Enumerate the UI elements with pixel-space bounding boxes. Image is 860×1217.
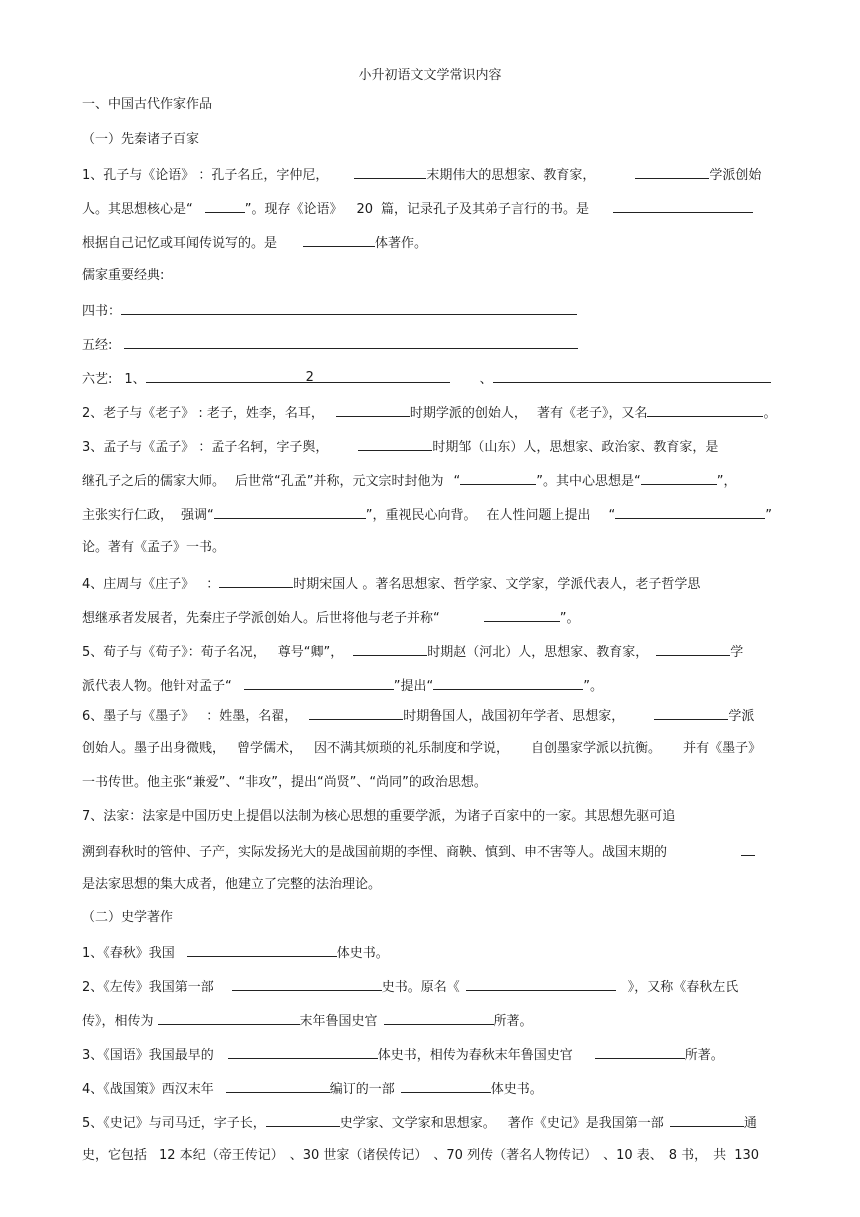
text: ： bbox=[206, 577, 220, 592]
item-kongzi-line1 bbox=[82, 165, 761, 185]
text: 。著名思想家、哲学家、文学家，学派代表人，老子哲学思 bbox=[362, 577, 701, 592]
text: 四书： bbox=[82, 304, 122, 319]
fill-blank[interactable] bbox=[146, 369, 450, 383]
text: 体史书，相传为春秋末年鲁国史官 bbox=[377, 1048, 573, 1063]
item-xunzi-line2 bbox=[82, 676, 603, 696]
item-fajia-line2 bbox=[82, 842, 755, 862]
text: 创始人。墨子出身微贱， bbox=[82, 741, 226, 756]
item-zhuangzi-line1 bbox=[82, 574, 700, 594]
text: “ bbox=[608, 508, 616, 523]
fill-blank[interactable] bbox=[401, 1079, 491, 1093]
text: ” bbox=[765, 508, 773, 523]
fill-blank[interactable] bbox=[303, 233, 375, 247]
text: 1、《春秋》我国 bbox=[82, 946, 175, 961]
item-shiji-line2 bbox=[82, 1147, 759, 1165]
fill-blank[interactable] bbox=[336, 403, 410, 417]
item-mengzi-line2 bbox=[82, 471, 736, 491]
item-fajia-line3: 是法家思想的集大成者，他建立了完整的法治理论。 bbox=[82, 877, 382, 892]
fill-blank[interactable] bbox=[384, 1011, 494, 1025]
subsection-heading: （二）史学著作 bbox=[82, 910, 174, 925]
text: 8 书， bbox=[668, 1148, 708, 1163]
text: 史，它包括 bbox=[82, 1148, 148, 1163]
text: 末年鲁国史官 bbox=[299, 1014, 378, 1029]
text: 时期学派的创始人， bbox=[409, 406, 527, 421]
text: 体史书。 bbox=[490, 1082, 543, 1097]
text: 、 bbox=[479, 372, 493, 387]
text: 尊号“卿”， bbox=[277, 645, 344, 660]
text: 2 bbox=[305, 370, 314, 385]
fill-blank[interactable] bbox=[121, 301, 577, 315]
fill-blank[interactable] bbox=[309, 706, 403, 720]
text: 4、庄周与《庄子》 bbox=[82, 577, 195, 592]
text: 继孔子之后的儒家大师。 bbox=[82, 474, 226, 489]
text: 时期宋国人 bbox=[293, 577, 359, 592]
text: 12 本纪（帝王传记） bbox=[159, 1148, 284, 1163]
fill-blank[interactable] bbox=[219, 574, 293, 588]
text: 2、《左传》我国第一部 bbox=[82, 980, 214, 995]
text: 、70 列传（著名人物传记） bbox=[433, 1148, 598, 1163]
item-kongzi-line3 bbox=[82, 233, 427, 253]
fill-blank[interactable] bbox=[647, 403, 763, 417]
text: 5、《史记》与司马迁，字子长， bbox=[82, 1116, 266, 1131]
text: 6、墨子与《墨子》 bbox=[82, 709, 195, 724]
item-liuyi bbox=[82, 369, 771, 389]
text: 4、《战国策》西汉末年 bbox=[82, 1082, 214, 1097]
text: 主张实行仁政， bbox=[82, 508, 174, 523]
item-mengzi-line4: 论。著有《孟子》一书。 bbox=[82, 540, 226, 555]
text: 》，又称《春秋左氏 bbox=[627, 980, 739, 995]
text: 编订的一部 bbox=[329, 1082, 395, 1097]
fill-blank[interactable] bbox=[595, 1045, 685, 1059]
text: 末期伟大的思想家、教育家， bbox=[426, 168, 596, 183]
item-mengzi-line3 bbox=[82, 505, 772, 525]
text: 所著。 bbox=[493, 1014, 533, 1029]
text: 著有《老子》，又名 bbox=[536, 406, 648, 421]
fill-blank[interactable] bbox=[354, 165, 426, 179]
text: 共 bbox=[713, 1148, 727, 1163]
fill-blank[interactable] bbox=[670, 1113, 744, 1127]
fill-blank[interactable] bbox=[358, 437, 432, 451]
text: 体史书。 bbox=[336, 946, 389, 961]
page-title: 小升初语文文学常识内容 bbox=[358, 68, 502, 83]
text: 时期邹（山东）人，思想家、政治家、教育家，是 bbox=[432, 440, 719, 455]
fill-blank[interactable] bbox=[187, 943, 337, 957]
text: 在人性问题上提出 bbox=[486, 508, 591, 523]
text: 学派 bbox=[728, 709, 755, 724]
item-mozi-line2 bbox=[82, 740, 761, 758]
fill-blank[interactable] bbox=[466, 977, 616, 991]
text: 5、荀子与《荀子》：荀子名况， bbox=[82, 645, 266, 660]
fill-blank[interactable] bbox=[641, 471, 717, 485]
text: 体著作。 bbox=[375, 236, 428, 251]
fill-blank[interactable] bbox=[214, 505, 366, 519]
text: “ bbox=[453, 474, 461, 489]
text: 所著。 bbox=[684, 1048, 724, 1063]
fill-blank[interactable] bbox=[232, 977, 382, 991]
item-mozi-line1 bbox=[82, 706, 754, 726]
text: 、30 世家（诸侯传记） bbox=[289, 1148, 428, 1163]
fill-blank[interactable] bbox=[484, 608, 560, 622]
text: 想继承者发展者，先秦庄子学派创始人。后世将他与老子并称“ bbox=[82, 611, 440, 626]
item-wujing bbox=[82, 335, 578, 355]
text: ”。 bbox=[583, 679, 603, 694]
text: 1、 bbox=[124, 372, 146, 387]
text: 130 bbox=[734, 1148, 760, 1163]
item-laozi bbox=[82, 403, 776, 423]
text: 后世常“孔孟”并称，元文宗时封他为 bbox=[235, 474, 444, 489]
item-zuozhuan-line1 bbox=[82, 977, 738, 997]
text: 传》，相传为 bbox=[82, 1014, 154, 1029]
fill-blank[interactable] bbox=[741, 842, 755, 856]
fill-blank[interactable] bbox=[654, 706, 728, 720]
item-mengzi-line1 bbox=[82, 437, 718, 457]
text: 并有《墨子》 bbox=[683, 741, 762, 756]
fill-blank[interactable] bbox=[433, 676, 583, 690]
fill-blank[interactable] bbox=[226, 1079, 330, 1093]
text: 1、孔子与《论语》 ：孔子名丘，字仲尼， bbox=[82, 168, 329, 183]
text: 篇，记录孔子及其弟子言行的书。是 bbox=[381, 202, 590, 217]
text: 学派创始 bbox=[709, 168, 762, 183]
text: 。 bbox=[763, 406, 777, 421]
text: 3、孟子与《孟子》 ：孟子名轲，字子舆， bbox=[82, 440, 329, 455]
text: 著作《史记》是我国第一部 bbox=[507, 1116, 664, 1131]
fill-blank[interactable] bbox=[493, 369, 771, 383]
item-guoyu bbox=[82, 1045, 724, 1065]
item-zuozhuan-line2 bbox=[82, 1011, 533, 1031]
text: 根据自己记忆或耳闻传说写的。是 bbox=[82, 236, 278, 251]
fill-blank[interactable] bbox=[244, 676, 394, 690]
text: 时期赵（河北）人，思想家、教育家， bbox=[427, 645, 649, 660]
text: 曾学儒术， bbox=[237, 741, 303, 756]
fill-blank[interactable] bbox=[613, 199, 753, 213]
text: 五经: bbox=[82, 338, 113, 353]
item-zhanguoce bbox=[82, 1079, 543, 1099]
text: 六艺: bbox=[82, 372, 113, 387]
classics-heading: 儒家重要经典: bbox=[82, 268, 165, 283]
item-shiji-line1 bbox=[82, 1113, 757, 1133]
text: 学 bbox=[730, 645, 744, 660]
fill-blank[interactable] bbox=[228, 1045, 378, 1059]
text: 强调“ bbox=[181, 508, 214, 523]
item-zhuangzi-line2 bbox=[82, 608, 580, 628]
text: 2、老子与《老子》 : 老子，姓李，名耳， bbox=[82, 406, 324, 421]
section-heading: 一、中国古代作家作品 bbox=[82, 97, 213, 112]
text: 自创墨家学派以抗衡。 bbox=[531, 741, 662, 756]
subsection-heading: （一）先秦诸子百家 bbox=[82, 132, 200, 147]
text: 史书。原名《 bbox=[381, 980, 460, 995]
text: 史学家、文学家和思想家。 bbox=[339, 1116, 496, 1131]
fill-blank[interactable] bbox=[353, 642, 427, 656]
text: 时期鲁国人，战国初年学者、思想家， bbox=[403, 709, 625, 724]
fill-blank[interactable] bbox=[615, 505, 765, 519]
text: 20 bbox=[356, 202, 374, 217]
text: ”。其中心思想是“ bbox=[536, 474, 641, 489]
text: ”。现存《论语》 bbox=[244, 202, 343, 217]
fill-blank[interactable] bbox=[656, 642, 730, 656]
item-mozi-line3: 一书传世。他主张“兼爱”、“非攻”，提出“尚贤”、“尚同”的政治思想。 bbox=[82, 775, 487, 790]
text: ”。 bbox=[559, 611, 580, 626]
item-xunzi-line1 bbox=[82, 642, 743, 662]
fill-blank[interactable] bbox=[205, 199, 245, 213]
fill-blank[interactable] bbox=[635, 165, 709, 179]
text: 派代表人物。他针对孟子“ bbox=[82, 679, 232, 694]
item-chunqiu bbox=[82, 943, 389, 963]
item-kongzi-line2 bbox=[82, 199, 753, 219]
text: 通 bbox=[743, 1116, 757, 1131]
item-sishu bbox=[82, 301, 577, 321]
text: ”提出“ bbox=[393, 679, 434, 694]
text: 溯到春秋时的管仲、子产，实际发扬光大的是战国前期的李悝、商鞅、慎到、申不害等人。战国末期的 bbox=[82, 845, 668, 860]
fill-blank[interactable] bbox=[158, 1011, 300, 1025]
fill-blank[interactable] bbox=[460, 471, 536, 485]
text: 、10 表、 bbox=[603, 1148, 663, 1163]
text: ”，重视民心向背。 bbox=[365, 508, 477, 523]
text: 3、《国语》我国最早的 bbox=[82, 1048, 214, 1063]
text: 因不满其烦琐的礼乐制度和学说， bbox=[314, 741, 510, 756]
text: ”， bbox=[716, 474, 737, 489]
text: 人。其思想核心是“ bbox=[82, 202, 193, 217]
fill-blank[interactable] bbox=[124, 335, 578, 349]
item-fajia-line1: 7、法家：法家是中国历史上提倡以法制为核心思想的重要学派，为诸子百家中的一家。其思想先驱可追 bbox=[82, 809, 676, 824]
fill-blank[interactable] bbox=[266, 1113, 340, 1127]
text: ：姓墨，名翟， bbox=[206, 709, 298, 724]
